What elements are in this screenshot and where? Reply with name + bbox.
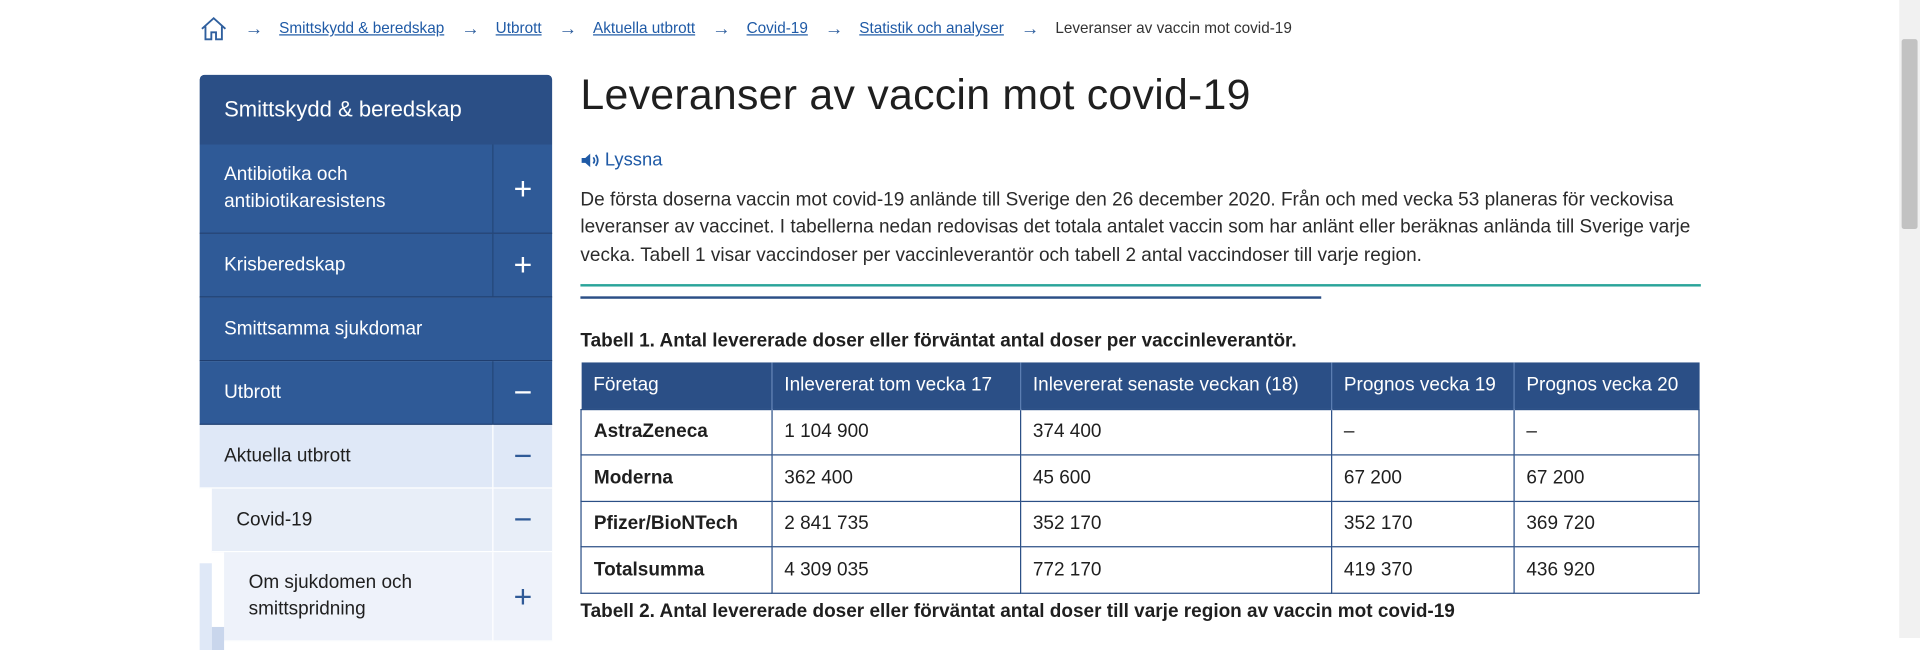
sidebar-item-label: Om sjukdomen och smittspridning (248, 571, 413, 620)
sidebar-item-label: Aktuella utbrott (224, 445, 351, 466)
table-cell: 1 104 900 (771, 409, 1020, 455)
table-row (581, 455, 1699, 501)
sidebar-item-aktuella-utbrott[interactable] (200, 425, 553, 489)
intro-text: De första doserna vaccin mot covid-19 anlände till Sverige den 26 december 2020. Från och med vecka 53 planeras för veckovisa leveranser av vaccinet. I tabellerna nedan redovisas det totala antalet vaccin som har anlänt eller beräknas anlända till Sverige varje vecka. Tabell 1 visar vaccindoser per vaccinleverantör och tabell 2 antal vaccindoser till varje region. (580, 189, 1691, 266)
table-cell: – (1513, 409, 1699, 455)
column-header: Inlevererat senaste veckan (18) (1020, 362, 1331, 409)
table-cell: – (1331, 409, 1513, 455)
sidebar-item-label: Covid-19 (236, 508, 313, 530)
expand-plus-icon[interactable]: + (492, 552, 552, 640)
listen-label: Lyssna (604, 149, 663, 171)
vaccine-delivery-table (580, 362, 1699, 593)
table-cell: 352 170 (1331, 501, 1513, 547)
indent-bar (212, 627, 224, 650)
table-row (581, 501, 1699, 547)
breadcrumb-arrow-icon: → (461, 17, 480, 39)
breadcrumb-arrow-icon: → (824, 17, 844, 39)
breadcrumb-arrow-icon: → (712, 17, 731, 39)
expand-plus-icon[interactable]: + (492, 144, 552, 232)
table-cell: 45 600 (1020, 455, 1331, 501)
speaker-icon (580, 151, 600, 168)
table2-caption: Tabell 2. Antal levererade doser eller förväntat antal doser till varje region av vaccin mot covid-19 (580, 601, 1455, 622)
table-cell: Totalsumma (581, 547, 771, 593)
sidebar-item-label: Antibiotika och antibiotikaresistens (224, 164, 386, 212)
breadcrumb-link-utbrott[interactable]: Utbrott (495, 19, 542, 37)
sidebar-heading[interactable]: Smittskydd & beredskap (200, 75, 553, 145)
column-header: Prognos vecka 19 (1331, 362, 1513, 409)
table-cell: 362 400 (771, 455, 1020, 501)
table-cell: 419 370 (1331, 547, 1513, 593)
sidebar-item-antibiotika[interactable] (200, 144, 553, 233)
listen-button[interactable] (580, 149, 1700, 170)
sidebar-nav (200, 75, 553, 650)
breadcrumb (200, 12, 1292, 44)
column-header: Företag (581, 362, 771, 409)
collapse-minus-icon[interactable]: − (492, 425, 552, 487)
collapse-minus-icon[interactable]: − (492, 361, 552, 423)
table1-caption: Tabell 1. Antal levererade doser eller förväntat antal doser per vaccinleverantör. (580, 330, 1297, 352)
sidebar-item-utbrott[interactable] (200, 361, 553, 425)
table-cell: 369 720 (1513, 501, 1699, 547)
divider-navy (580, 296, 1321, 298)
breadcrumb-link-statistik[interactable]: Statistik och analyser (859, 19, 1004, 37)
table-row (581, 409, 1699, 455)
column-header: Prognos vecka 20 (1513, 362, 1699, 409)
breadcrumb-arrow-icon: → (244, 17, 264, 39)
sidebar-item-smittsamma-sjukdomar[interactable] (200, 298, 553, 362)
expand-plus-icon[interactable]: + (492, 234, 552, 296)
page-scrollbar[interactable] (1899, 0, 1920, 638)
table-cell: 67 200 (1513, 455, 1699, 501)
sidebar-item-label: Utbrott (224, 381, 282, 403)
table-header-row (581, 362, 1699, 409)
table-row (581, 547, 1699, 593)
breadcrumb-link-aktuella-utbrott[interactable]: Aktuella utbrott (593, 19, 696, 37)
indent-bar (200, 563, 212, 650)
table-cell: AstraZeneca (581, 409, 771, 455)
sidebar-item-krisberedskap[interactable] (200, 234, 553, 298)
table-cell: 374 400 (1020, 409, 1331, 455)
breadcrumb-link-covid19[interactable]: Covid-19 (746, 19, 808, 37)
table-cell: 772 170 (1020, 547, 1331, 593)
collapse-minus-icon[interactable]: − (492, 489, 552, 551)
table-cell: Pfizer/BioNTech (581, 501, 771, 547)
scrollbar-thumb[interactable] (1902, 39, 1918, 229)
table-cell: 436 920 (1513, 547, 1699, 593)
breadcrumb-arrow-icon: → (1021, 17, 1040, 39)
table-cell: 2 841 735 (771, 501, 1020, 547)
table-cell: 67 200 (1331, 455, 1513, 501)
breadcrumb-arrow-icon: → (558, 17, 578, 39)
home-icon[interactable] (200, 14, 228, 42)
table-cell: 352 170 (1020, 501, 1331, 547)
table-cell: 4 309 035 (771, 547, 1020, 593)
table-cell: Moderna (581, 455, 771, 501)
breadcrumb-link-smittskydd[interactable]: Smittskydd & beredskap (279, 19, 445, 37)
breadcrumb-current: Leveranser av vaccin mot covid-19 (1055, 19, 1292, 37)
sidebar-item-label: Smittsamma sjukdomar (224, 317, 423, 339)
sidebar-item-om-sjukdomen[interactable] (224, 552, 552, 641)
sidebar-item-covid19[interactable] (212, 489, 552, 553)
sidebar-item-label: Krisberedskap (224, 254, 346, 275)
page-title: Leveranser av vaccin mot covid-19 (580, 71, 1251, 119)
main-content (580, 69, 1700, 624)
column-header: Inlevererat tom vecka 17 (771, 362, 1020, 409)
divider-teal (580, 284, 1700, 286)
